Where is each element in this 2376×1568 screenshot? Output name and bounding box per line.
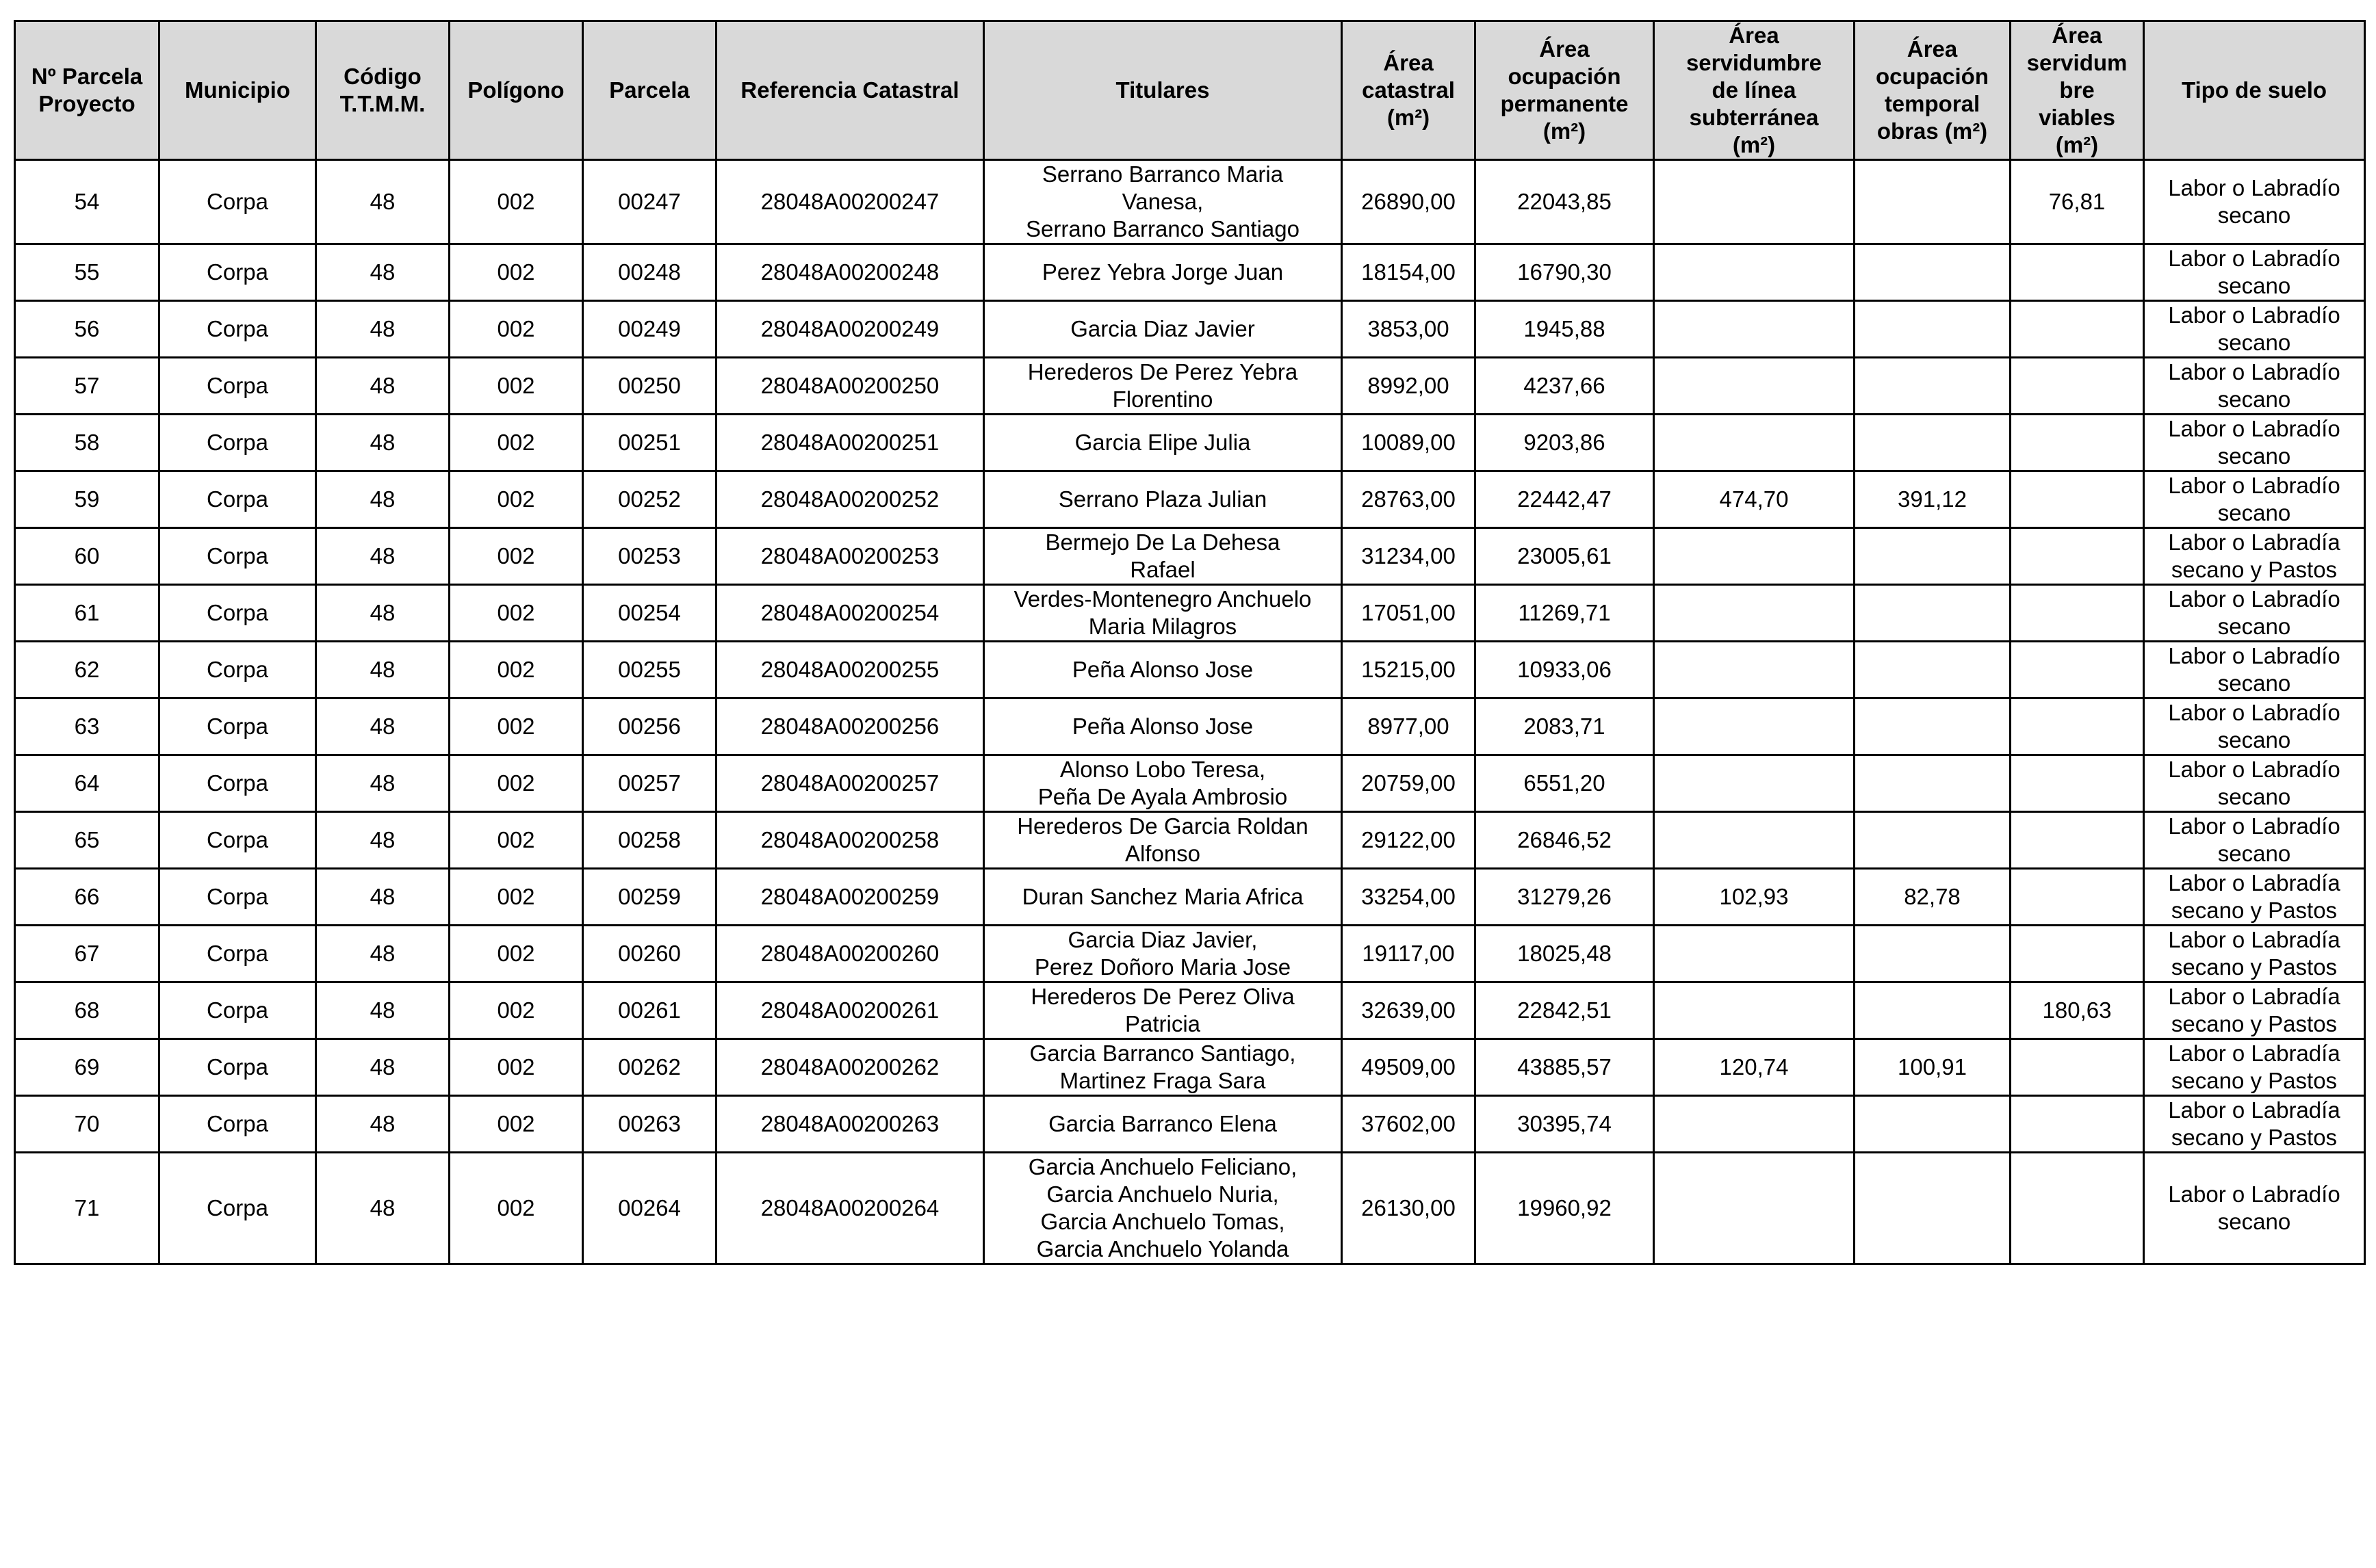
cell-codigo: 48	[316, 642, 450, 698]
cell-titulares: Perez Yebra Jorge Juan	[984, 244, 1342, 301]
cell-parcela-proyecto: 67	[15, 926, 159, 982]
cell-poligono: 002	[450, 301, 583, 358]
cell-area-servidumbre-viables	[2011, 1096, 2144, 1153]
cell-parcela: 00259	[583, 869, 716, 926]
col-header-municipio: Municipio	[159, 21, 316, 160]
cell-area-ocupacion-temporal	[1855, 1153, 2011, 1264]
cell-tipo-suelo: Labor o Labradío secano	[2144, 160, 2365, 244]
cell-parcela: 00263	[583, 1096, 716, 1153]
cell-parcela: 00253	[583, 528, 716, 585]
cell-parcela-proyecto: 65	[15, 812, 159, 869]
header-row	[15, 21, 2365, 160]
cell-tipo-suelo: Labor o Labradío secano	[2144, 301, 2365, 358]
cell-parcela: 00256	[583, 698, 716, 755]
cell-municipio: Corpa	[159, 982, 316, 1039]
cell-titulares: Herederos De Perez Oliva Patricia	[984, 982, 1342, 1039]
cell-area-servidumbre-viables	[2011, 812, 2144, 869]
cell-tipo-suelo: Labor o Labradío secano	[2144, 698, 2365, 755]
table-row	[15, 244, 2365, 301]
cell-tipo-suelo: Labor o Labradío secano	[2144, 244, 2365, 301]
cell-municipio: Corpa	[159, 471, 316, 528]
cell-area-ocupacion-permanente: 4237,66	[1475, 358, 1654, 415]
cell-area-ocupacion-temporal	[1855, 982, 2011, 1039]
table-row	[15, 415, 2365, 471]
cell-area-servidumbre-linea	[1654, 642, 1855, 698]
cell-area-servidumbre-linea: 102,93	[1654, 869, 1855, 926]
cell-municipio: Corpa	[159, 301, 316, 358]
cell-parcela-proyecto: 66	[15, 869, 159, 926]
cell-area-servidumbre-linea	[1654, 755, 1855, 812]
cell-parcela-proyecto: 63	[15, 698, 159, 755]
cell-area-ocupacion-permanente: 9203,86	[1475, 415, 1654, 471]
cell-area-ocupacion-temporal	[1855, 358, 2011, 415]
cell-parcela: 00254	[583, 585, 716, 642]
cell-poligono: 002	[450, 528, 583, 585]
cell-parcela-proyecto: 60	[15, 528, 159, 585]
cell-parcela-proyecto: 54	[15, 160, 159, 244]
cell-parcela: 00247	[583, 160, 716, 244]
cell-referencia-catastral: 28048A00200255	[716, 642, 984, 698]
cell-area-servidumbre-linea: 120,74	[1654, 1039, 1855, 1096]
cell-referencia-catastral: 28048A00200257	[716, 755, 984, 812]
cell-parcela-proyecto: 55	[15, 244, 159, 301]
cell-poligono: 002	[450, 812, 583, 869]
cell-area-ocupacion-temporal	[1855, 698, 2011, 755]
table-row	[15, 698, 2365, 755]
cell-area-ocupacion-permanente: 43885,57	[1475, 1039, 1654, 1096]
cell-titulares: Garcia Barranco Santiago, Martinez Fraga Sara	[984, 1039, 1342, 1096]
cell-municipio: Corpa	[159, 244, 316, 301]
cell-area-catastral: 20759,00	[1342, 755, 1475, 812]
cell-municipio: Corpa	[159, 528, 316, 585]
cell-parcela: 00264	[583, 1153, 716, 1264]
cell-codigo: 48	[316, 1039, 450, 1096]
table-row	[15, 1153, 2365, 1264]
cell-titulares: Bermejo De La Dehesa Rafael	[984, 528, 1342, 585]
cell-codigo: 48	[316, 358, 450, 415]
table-row	[15, 471, 2365, 528]
cell-poligono: 002	[450, 1039, 583, 1096]
cell-municipio: Corpa	[159, 358, 316, 415]
cell-municipio: Corpa	[159, 160, 316, 244]
cell-parcela: 00252	[583, 471, 716, 528]
cell-poligono: 002	[450, 982, 583, 1039]
cell-area-catastral: 18154,00	[1342, 244, 1475, 301]
col-header-parcela: Parcela	[583, 21, 716, 160]
cell-area-servidumbre-linea	[1654, 698, 1855, 755]
cell-municipio: Corpa	[159, 585, 316, 642]
cell-parcela: 00260	[583, 926, 716, 982]
cell-municipio: Corpa	[159, 1153, 316, 1264]
cell-area-servidumbre-viables	[2011, 1039, 2144, 1096]
cell-referencia-catastral: 28048A00200249	[716, 301, 984, 358]
cell-tipo-suelo: Labor o Labradío secano	[2144, 1153, 2365, 1264]
cell-parcela-proyecto: 62	[15, 642, 159, 698]
cell-area-ocupacion-temporal	[1855, 812, 2011, 869]
cell-codigo: 48	[316, 869, 450, 926]
cell-area-ocupacion-permanente: 19960,92	[1475, 1153, 1654, 1264]
cell-area-servidumbre-viables	[2011, 755, 2144, 812]
parcel-table	[14, 20, 2366, 1265]
cell-referencia-catastral: 28048A00200263	[716, 1096, 984, 1153]
cell-titulares: Alonso Lobo Teresa, Peña De Ayala Ambrosio	[984, 755, 1342, 812]
cell-poligono: 002	[450, 698, 583, 755]
cell-area-catastral: 32639,00	[1342, 982, 1475, 1039]
cell-referencia-catastral: 28048A00200253	[716, 528, 984, 585]
col-header-area-servidumbre-linea: Área servidumbre de línea subterránea (m²)	[1654, 21, 1855, 160]
cell-area-servidumbre-viables	[2011, 301, 2144, 358]
cell-poligono: 002	[450, 244, 583, 301]
cell-codigo: 48	[316, 755, 450, 812]
cell-area-servidumbre-linea	[1654, 926, 1855, 982]
cell-titulares: Serrano Barranco Maria Vanesa, Serrano Barranco Santiago	[984, 160, 1342, 244]
cell-parcela: 00258	[583, 812, 716, 869]
cell-area-ocupacion-temporal: 391,12	[1855, 471, 2011, 528]
cell-area-servidumbre-linea: 474,70	[1654, 471, 1855, 528]
cell-municipio: Corpa	[159, 1039, 316, 1096]
table-row	[15, 358, 2365, 415]
cell-area-catastral: 8992,00	[1342, 358, 1475, 415]
cell-parcela: 00255	[583, 642, 716, 698]
cell-area-catastral: 26890,00	[1342, 160, 1475, 244]
cell-area-servidumbre-linea	[1654, 301, 1855, 358]
cell-tipo-suelo: Labor o Labradío secano	[2144, 642, 2365, 698]
cell-codigo: 48	[316, 698, 450, 755]
cell-parcela: 00262	[583, 1039, 716, 1096]
cell-codigo: 48	[316, 244, 450, 301]
cell-parcela: 00257	[583, 755, 716, 812]
cell-municipio: Corpa	[159, 698, 316, 755]
cell-area-servidumbre-linea	[1654, 528, 1855, 585]
cell-tipo-suelo: Labor o Labradía secano y Pastos	[2144, 926, 2365, 982]
cell-referencia-catastral: 28048A00200258	[716, 812, 984, 869]
cell-poligono: 002	[450, 869, 583, 926]
cell-referencia-catastral: 28048A00200247	[716, 160, 984, 244]
table-row	[15, 982, 2365, 1039]
col-header-referencia-catastral: Referencia Catastral	[716, 21, 984, 160]
table-row	[15, 528, 2365, 585]
cell-titulares: Garcia Elipe Julia	[984, 415, 1342, 471]
cell-area-ocupacion-temporal: 100,91	[1855, 1039, 2011, 1096]
cell-referencia-catastral: 28048A00200264	[716, 1153, 984, 1264]
cell-area-ocupacion-temporal	[1855, 160, 2011, 244]
cell-area-ocupacion-permanente: 23005,61	[1475, 528, 1654, 585]
cell-titulares: Serrano Plaza Julian	[984, 471, 1342, 528]
cell-area-servidumbre-linea	[1654, 585, 1855, 642]
cell-poligono: 002	[450, 415, 583, 471]
col-header-parcela-proyecto: Nº Parcela Proyecto	[15, 21, 159, 160]
cell-poligono: 002	[450, 585, 583, 642]
cell-referencia-catastral: 28048A00200252	[716, 471, 984, 528]
cell-referencia-catastral: 28048A00200250	[716, 358, 984, 415]
cell-municipio: Corpa	[159, 642, 316, 698]
cell-area-ocupacion-temporal	[1855, 415, 2011, 471]
cell-titulares: Garcia Anchuelo Feliciano, Garcia Anchuelo Nuria, Garcia Anchuelo Tomas, Garcia Anchuelo Yolanda	[984, 1153, 1342, 1264]
cell-codigo: 48	[316, 926, 450, 982]
col-header-codigo: Código T.T.M.M.	[316, 21, 450, 160]
cell-poligono: 002	[450, 160, 583, 244]
cell-area-ocupacion-temporal	[1855, 1096, 2011, 1153]
cell-titulares: Herederos De Perez Yebra Florentino	[984, 358, 1342, 415]
cell-poligono: 002	[450, 926, 583, 982]
cell-codigo: 48	[316, 585, 450, 642]
cell-area-catastral: 29122,00	[1342, 812, 1475, 869]
cell-tipo-suelo: Labor o Labradía secano y Pastos	[2144, 869, 2365, 926]
cell-area-catastral: 49509,00	[1342, 1039, 1475, 1096]
col-header-poligono: Polígono	[450, 21, 583, 160]
cell-area-ocupacion-permanente: 6551,20	[1475, 755, 1654, 812]
cell-parcela-proyecto: 71	[15, 1153, 159, 1264]
cell-area-ocupacion-temporal: 82,78	[1855, 869, 2011, 926]
cell-poligono: 002	[450, 642, 583, 698]
cell-parcela-proyecto: 68	[15, 982, 159, 1039]
cell-codigo: 48	[316, 301, 450, 358]
col-header-area-ocupacion-temporal: Área ocupación temporal obras (m²)	[1855, 21, 2011, 160]
cell-parcela-proyecto: 59	[15, 471, 159, 528]
cell-area-catastral: 28763,00	[1342, 471, 1475, 528]
cell-parcela-proyecto: 57	[15, 358, 159, 415]
cell-area-catastral: 3853,00	[1342, 301, 1475, 358]
cell-parcela: 00261	[583, 982, 716, 1039]
cell-area-catastral: 8977,00	[1342, 698, 1475, 755]
cell-area-ocupacion-temporal	[1855, 926, 2011, 982]
cell-referencia-catastral: 28048A00200254	[716, 585, 984, 642]
cell-parcela-proyecto: 64	[15, 755, 159, 812]
table-row	[15, 1096, 2365, 1153]
table-row	[15, 1039, 2365, 1096]
cell-area-servidumbre-viables	[2011, 1153, 2144, 1264]
table-row	[15, 642, 2365, 698]
cell-tipo-suelo: Labor o Labradío secano	[2144, 812, 2365, 869]
cell-referencia-catastral: 28048A00200248	[716, 244, 984, 301]
cell-referencia-catastral: 28048A00200251	[716, 415, 984, 471]
cell-tipo-suelo: Labor o Labradío secano	[2144, 585, 2365, 642]
table-row	[15, 160, 2365, 244]
cell-titulares: Garcia Diaz Javier	[984, 301, 1342, 358]
cell-codigo: 48	[316, 415, 450, 471]
cell-area-servidumbre-viables	[2011, 528, 2144, 585]
cell-area-servidumbre-viables	[2011, 244, 2144, 301]
cell-area-servidumbre-viables	[2011, 585, 2144, 642]
cell-titulares: Garcia Diaz Javier, Perez Doñoro Maria Jose	[984, 926, 1342, 982]
table-row	[15, 301, 2365, 358]
col-header-titulares: Titulares	[984, 21, 1342, 160]
cell-area-ocupacion-temporal	[1855, 244, 2011, 301]
cell-area-ocupacion-temporal	[1855, 301, 2011, 358]
table-row	[15, 755, 2365, 812]
cell-titulares: Verdes-Montenegro Anchuelo Maria Milagros	[984, 585, 1342, 642]
cell-tipo-suelo: Labor o Labradío secano	[2144, 358, 2365, 415]
cell-area-ocupacion-permanente: 22442,47	[1475, 471, 1654, 528]
cell-area-catastral: 19117,00	[1342, 926, 1475, 982]
cell-area-servidumbre-linea	[1654, 1153, 1855, 1264]
cell-area-ocupacion-permanente: 11269,71	[1475, 585, 1654, 642]
cell-poligono: 002	[450, 471, 583, 528]
table-header	[15, 21, 2365, 160]
cell-codigo: 48	[316, 160, 450, 244]
cell-tipo-suelo: Labor o Labradía secano y Pastos	[2144, 1039, 2365, 1096]
col-header-tipo-suelo: Tipo de suelo	[2144, 21, 2365, 160]
cell-area-servidumbre-viables	[2011, 415, 2144, 471]
cell-area-servidumbre-viables: 180,63	[2011, 982, 2144, 1039]
cell-municipio: Corpa	[159, 869, 316, 926]
cell-area-catastral: 37602,00	[1342, 1096, 1475, 1153]
cell-titulares: Duran Sanchez Maria Africa	[984, 869, 1342, 926]
cell-referencia-catastral: 28048A00200262	[716, 1039, 984, 1096]
col-header-area-ocupacion-permanente: Área ocupación permanente (m²)	[1475, 21, 1654, 160]
cell-poligono: 002	[450, 1153, 583, 1264]
cell-codigo: 48	[316, 1153, 450, 1264]
cell-parcela-proyecto: 56	[15, 301, 159, 358]
cell-codigo: 48	[316, 528, 450, 585]
cell-area-ocupacion-permanente: 22043,85	[1475, 160, 1654, 244]
cell-municipio: Corpa	[159, 1096, 316, 1153]
cell-parcela: 00251	[583, 415, 716, 471]
cell-area-ocupacion-temporal	[1855, 642, 2011, 698]
cell-codigo: 48	[316, 812, 450, 869]
cell-poligono: 002	[450, 358, 583, 415]
cell-area-servidumbre-linea	[1654, 982, 1855, 1039]
col-header-area-catastral: Área catastral (m²)	[1342, 21, 1475, 160]
table-row	[15, 869, 2365, 926]
cell-area-ocupacion-permanente: 31279,26	[1475, 869, 1654, 926]
cell-area-catastral: 33254,00	[1342, 869, 1475, 926]
cell-referencia-catastral: 28048A00200260	[716, 926, 984, 982]
cell-area-ocupacion-permanente: 10933,06	[1475, 642, 1654, 698]
cell-area-servidumbre-linea	[1654, 244, 1855, 301]
cell-area-ocupacion-permanente: 2083,71	[1475, 698, 1654, 755]
cell-titulares: Herederos De Garcia Roldan Alfonso	[984, 812, 1342, 869]
cell-referencia-catastral: 28048A00200261	[716, 982, 984, 1039]
cell-area-ocupacion-permanente: 16790,30	[1475, 244, 1654, 301]
cell-area-ocupacion-permanente: 22842,51	[1475, 982, 1654, 1039]
cell-codigo: 48	[316, 1096, 450, 1153]
cell-parcela: 00248	[583, 244, 716, 301]
cell-area-servidumbre-viables	[2011, 869, 2144, 926]
cell-parcela-proyecto: 70	[15, 1096, 159, 1153]
cell-area-ocupacion-permanente: 30395,74	[1475, 1096, 1654, 1153]
cell-poligono: 002	[450, 1096, 583, 1153]
cell-area-servidumbre-linea	[1654, 1096, 1855, 1153]
cell-parcela: 00250	[583, 358, 716, 415]
cell-municipio: Corpa	[159, 755, 316, 812]
cell-area-ocupacion-temporal	[1855, 585, 2011, 642]
table-row	[15, 585, 2365, 642]
cell-area-servidumbre-viables	[2011, 698, 2144, 755]
cell-area-servidumbre-linea	[1654, 160, 1855, 244]
cell-tipo-suelo: Labor o Labradía secano y Pastos	[2144, 528, 2365, 585]
cell-area-servidumbre-viables	[2011, 358, 2144, 415]
cell-area-catastral: 10089,00	[1342, 415, 1475, 471]
cell-referencia-catastral: 28048A00200256	[716, 698, 984, 755]
cell-titulares: Garcia Barranco Elena	[984, 1096, 1342, 1153]
cell-municipio: Corpa	[159, 926, 316, 982]
cell-poligono: 002	[450, 755, 583, 812]
cell-area-ocupacion-temporal	[1855, 755, 2011, 812]
cell-tipo-suelo: Labor o Labradío secano	[2144, 755, 2365, 812]
cell-parcela-proyecto: 69	[15, 1039, 159, 1096]
cell-municipio: Corpa	[159, 415, 316, 471]
cell-area-servidumbre-linea	[1654, 415, 1855, 471]
table-row	[15, 926, 2365, 982]
cell-codigo: 48	[316, 982, 450, 1039]
cell-area-servidumbre-linea	[1654, 358, 1855, 415]
cell-codigo: 48	[316, 471, 450, 528]
col-header-area-servidumbre-viables: Área servidum bre viables (m²)	[2011, 21, 2144, 160]
cell-area-servidumbre-linea	[1654, 812, 1855, 869]
cell-area-catastral: 15215,00	[1342, 642, 1475, 698]
cell-parcela: 00249	[583, 301, 716, 358]
cell-area-catastral: 31234,00	[1342, 528, 1475, 585]
cell-area-ocupacion-permanente: 18025,48	[1475, 926, 1654, 982]
cell-titulares: Peña Alonso Jose	[984, 698, 1342, 755]
cell-tipo-suelo: Labor o Labradía secano y Pastos	[2144, 1096, 2365, 1153]
cell-titulares: Peña Alonso Jose	[984, 642, 1342, 698]
cell-area-ocupacion-temporal	[1855, 528, 2011, 585]
table-row	[15, 812, 2365, 869]
cell-tipo-suelo: Labor o Labradío secano	[2144, 471, 2365, 528]
cell-parcela-proyecto: 58	[15, 415, 159, 471]
cell-tipo-suelo: Labor o Labradía secano y Pastos	[2144, 982, 2365, 1039]
cell-municipio: Corpa	[159, 812, 316, 869]
cell-area-ocupacion-permanente: 1945,88	[1475, 301, 1654, 358]
cell-area-servidumbre-viables	[2011, 471, 2144, 528]
cell-parcela-proyecto: 61	[15, 585, 159, 642]
cell-area-servidumbre-viables	[2011, 926, 2144, 982]
cell-area-servidumbre-viables	[2011, 642, 2144, 698]
cell-referencia-catastral: 28048A00200259	[716, 869, 984, 926]
table-body	[15, 160, 2365, 1264]
cell-area-servidumbre-viables: 76,81	[2011, 160, 2144, 244]
cell-area-ocupacion-permanente: 26846,52	[1475, 812, 1654, 869]
cell-tipo-suelo: Labor o Labradío secano	[2144, 415, 2365, 471]
cell-area-catastral: 17051,00	[1342, 585, 1475, 642]
cell-area-catastral: 26130,00	[1342, 1153, 1475, 1264]
